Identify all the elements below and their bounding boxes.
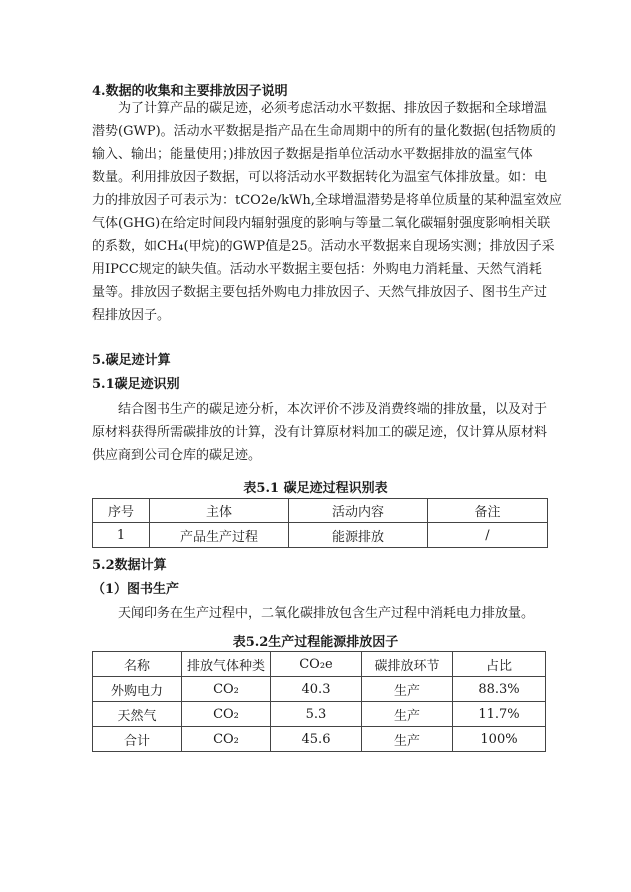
paragraph-line: 输入、输出；能量使用；)排放因子数据是指单位活动水平数据排放的温室气体 <box>92 147 533 162</box>
table-header-row <box>93 499 548 523</box>
table-cell: 100% <box>453 727 546 752</box>
table-cell: 生产 <box>362 702 453 727</box>
table-cell: 产品生产过程 <box>150 523 289 548</box>
table-5-2 <box>92 651 546 752</box>
table-header-row <box>93 652 546 677</box>
table-row <box>93 702 546 727</box>
table-header-cell: 主体 <box>150 499 289 523</box>
section-4-heading: 4.数据的收集和主要排放因子说明 <box>92 84 288 99</box>
table-row <box>93 677 546 702</box>
table-header-cell: 活动内容 <box>289 499 428 523</box>
table-cell: 外购电力 <box>93 677 182 702</box>
table-header-cell: 碳排放环节 <box>362 652 453 677</box>
table-header-cell: 备注 <box>428 499 548 523</box>
table-row <box>93 523 548 548</box>
table-cell: 生产 <box>362 677 453 702</box>
table-header-cell: 名称 <box>93 652 182 677</box>
table-5-1 <box>92 498 548 548</box>
paragraph-line: 供应商到公司仓库的碳足迹。 <box>92 448 262 463</box>
subsection-book-production-heading: （1）图书生产 <box>92 582 180 597</box>
section-5-1-heading: 5.1碳足迹识别 <box>92 377 180 392</box>
paragraph-line: 量等。排放因子数据主要包括外购电力排放因子、天然气排放因子、图书生产过 <box>92 285 548 300</box>
paragraph-line: 气体(GHG)在给定时间段内辐射强度的影响与等量二氧化碳辐射强度影响相关联 <box>92 216 551 231</box>
table-row <box>93 727 546 752</box>
paragraph-line: 潜势(GWP)。活动水平数据是指产品在生命周期中的所有的量化数据(包括物质的 <box>92 124 556 139</box>
section-4-paragraph <box>92 97 562 327</box>
table-5-2-caption: 表5.2生产过程能源排放因子 <box>232 635 399 650</box>
section-5-heading: 5.碳足迹计算 <box>92 353 171 368</box>
table-cell: 5.3 <box>271 702 362 727</box>
paragraph-line: 原材料获得所需碳排放的计算，没有计算原材料加工的碳足迹，仅计算从原材料 <box>92 425 548 440</box>
table-cell: / <box>428 523 548 548</box>
section-5-2-heading: 5.2数据计算 <box>92 558 167 573</box>
table-header-cell: 序号 <box>93 499 150 523</box>
table-header-cell: CO₂e <box>271 652 362 677</box>
paragraph-line: 程排放因子。 <box>92 308 171 323</box>
table-cell: 11.7% <box>453 702 546 727</box>
table-cell: CO₂ <box>182 702 271 727</box>
table-cell: 生产 <box>362 727 453 752</box>
table-cell: CO₂ <box>182 677 271 702</box>
table-cell: 40.3 <box>271 677 362 702</box>
table-cell: 天然气 <box>93 702 182 727</box>
section-5-1-paragraph <box>92 398 547 467</box>
table-header-cell: 排放气体种类 <box>182 652 271 677</box>
table-cell: 88.3% <box>453 677 546 702</box>
paragraph-line: 数量。利用排放因子数据，可以将活动水平数据转化为温室气体排放量。如：电 <box>92 170 548 185</box>
table-cell: 能源排放 <box>289 523 428 548</box>
table-cell: CO₂ <box>182 727 271 752</box>
table-5-1-caption: 表5.1 碳足迹过程识别表 <box>243 481 388 496</box>
section-5-2-paragraph <box>92 602 547 625</box>
table-cell: 合计 <box>93 727 182 752</box>
paragraph-line: 的系数，如CH₄(甲烷)的GWP值是25。活动水平数据来自现场实测；排放因子采 <box>92 239 555 254</box>
paragraph-line: 用IPCC规定的缺失值。活动水平数据主要包括：外购电力消耗量、天然气消耗 <box>92 262 542 277</box>
paragraph-line: 为了计算产品的碳足迹，必须考虑活动水平数据、排放因子数据和全球增温 <box>118 101 548 116</box>
table-header-cell: 占比 <box>453 652 546 677</box>
paragraph-line: 结合图书生产的碳足迹分析，本次评价不涉及消费终端的排放量，以及对于 <box>118 402 548 417</box>
table-cell: 45.6 <box>271 727 362 752</box>
paragraph-line: 天闻印务在生产过程中，二氧化碳排放包含生产过程中消耗电力排放量。 <box>118 606 535 621</box>
table-cell: 1 <box>93 523 150 548</box>
paragraph-line: 力的排放因子可表示为：tCO2e/kWh,全球增温潜势是将单位质量的某种温室效应 <box>92 193 562 208</box>
